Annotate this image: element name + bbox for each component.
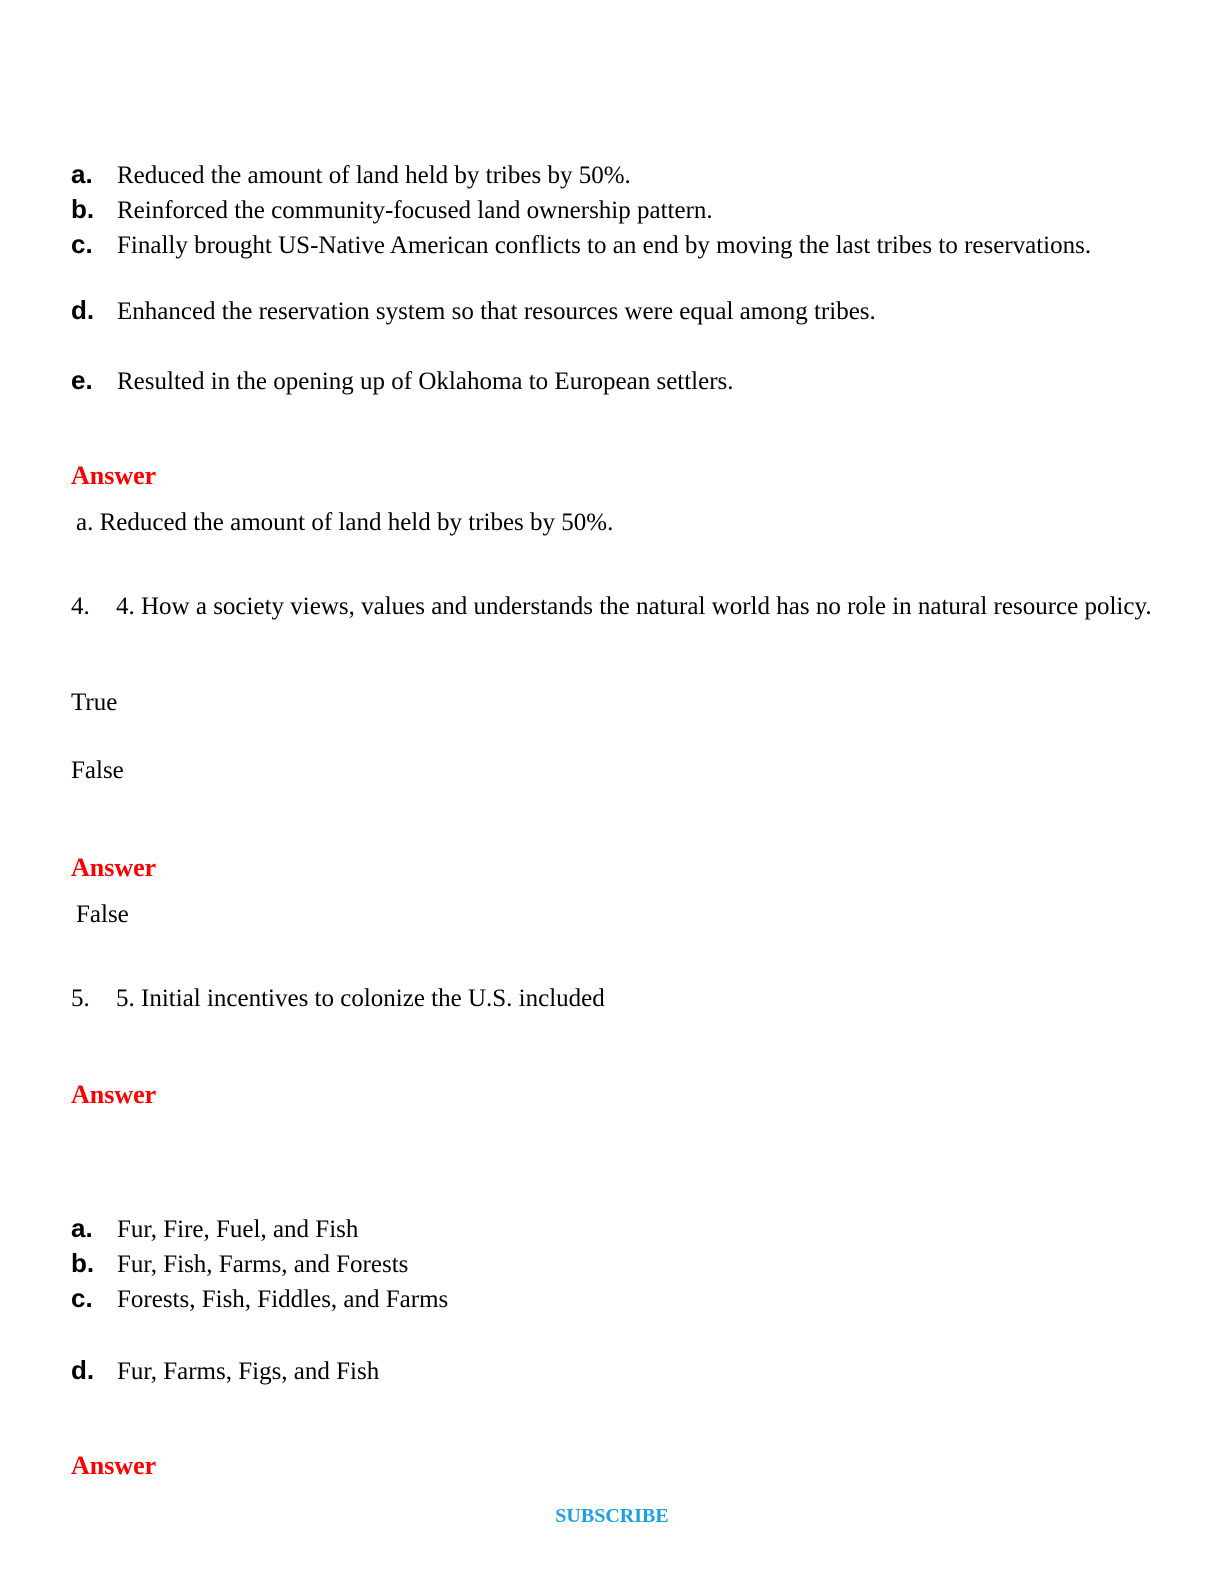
q3-option-e [71,365,734,397]
option-text: Reduced the amount of land held by tribes by 50%. [117,162,631,189]
option-letter: b. [71,1248,95,1278]
q5-option-d [71,1355,379,1387]
q4-answer-text: False [76,901,129,928]
q5-answer-heading: Answer [71,1080,157,1109]
q5-option-b [71,1248,408,1280]
question-number: 5. [71,985,90,1012]
q3-option-d [71,295,876,327]
q5-option-a [71,1213,358,1245]
q4-choice-false: False [71,757,124,784]
option-letter: c. [71,229,93,259]
q3-option-c [71,229,1161,261]
q3-answer-heading: Answer [71,461,157,490]
option-letter: c. [71,1283,93,1313]
question-number: 4. [71,593,90,620]
option-text: Fur, Fire, Fuel, and Fish [117,1216,359,1243]
option-text: Fur, Fish, Farms, and Forests [117,1251,409,1278]
q4-question [71,592,1161,622]
option-letter: b. [71,194,95,224]
q3-option-a [71,159,631,191]
option-letter: d. [71,1355,95,1385]
question-text: 5. Initial incentives to colonize the U.S. included [116,985,605,1012]
q4-answer-heading: Answer [71,853,157,882]
q5-option-c [71,1283,448,1315]
option-letter: e. [71,365,93,395]
option-text: Enhanced the reservation system so that resources were equal among tribes. [117,298,876,325]
q3-option-b [71,194,713,226]
option-letter: a. [71,1213,93,1243]
option-text: Resulted in the opening up of Oklahoma to European settlers. [117,368,734,395]
option-text: Forests, Fish, Fiddles, and Farms [117,1286,449,1313]
option-letter: a. [71,159,93,189]
q5-question [71,985,605,1013]
option-text: Finally brought US-Native American conflicts to an end by moving the last tribes to reservations. [117,232,1092,259]
option-letter: d. [71,295,95,325]
option-text: Fur, Farms, Figs, and Fish [117,1358,380,1385]
q4-choice-true: True [71,689,118,716]
q3-answer-text: a. Reduced the amount of land held by tribes by 50%. [76,509,614,536]
question-text: 4. How a society views, values and understands the natural world has no role in natural resource policy. [116,593,1152,620]
subscribe-link[interactable]: SUBSCRIBE [555,1505,669,1527]
q5-answer-heading-2: Answer [71,1451,157,1480]
option-text: Reinforced the community-focused land ownership pattern. [117,197,713,224]
